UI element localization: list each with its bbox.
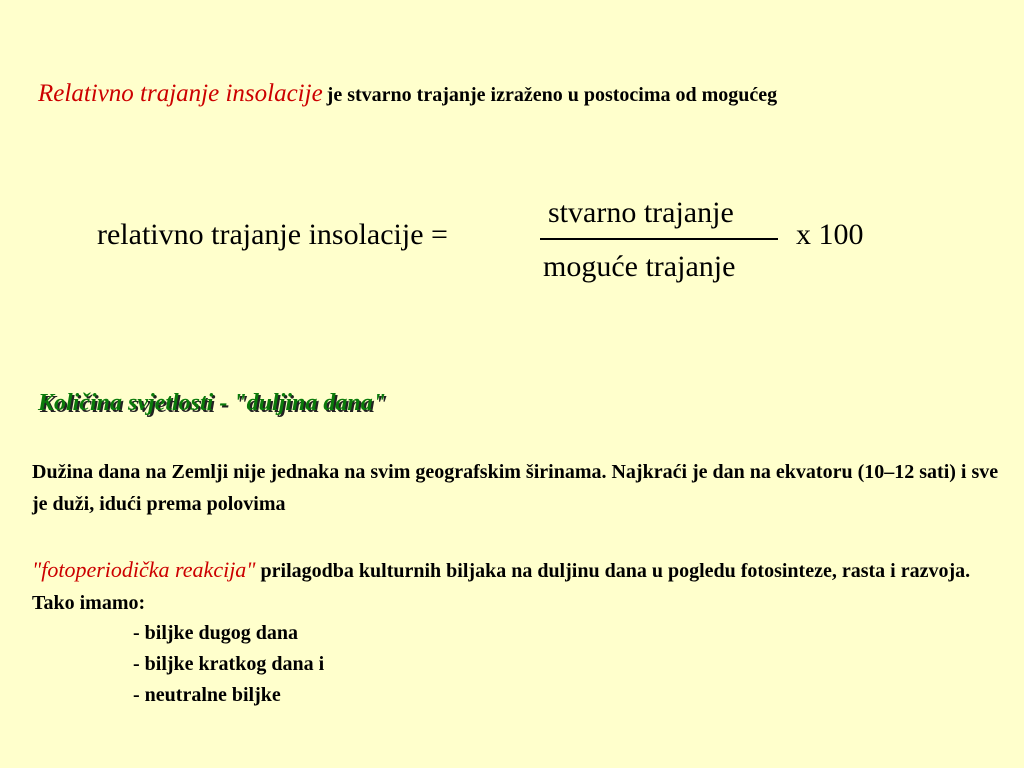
list-item: - neutralne biljke [133, 684, 281, 706]
plant-types-list [133, 618, 324, 711]
formula-denominator: moguće trajanje [543, 250, 736, 283]
list-item: - biljke dugog dana [133, 622, 299, 644]
photoperiod-term: "fotoperiodička reakcija" [32, 557, 256, 582]
formula-multiplier: x 100 [796, 218, 864, 251]
day-length-paragraph: Dužina dana na Zemlji nije jednaka na svim geografskim širinama. Najkraći je dan na ekvatoru (10–12 sati) i sve je duži, idući prema polovima [32, 461, 999, 515]
fraction-bar [540, 238, 778, 240]
section-heading: Količina svjetlosti - "duljina dana" [38, 390, 387, 416]
definition-line [38, 80, 777, 108]
definition-text: je stvarno trajanje izraženo u postocima od mogućeg [326, 84, 778, 106]
formula-lhs: relativno trajanje insolacije = [97, 218, 448, 251]
photoperiod-paragraph [32, 554, 1002, 619]
definition-term: Relativno trajanje insolacije [38, 80, 323, 107]
formula-numerator: stvarno trajanje [548, 196, 734, 229]
photoperiod-text: prilagodba kulturnih biljaka na duljinu dana u pogledu fotosinteze, rasta i razvoja. Tako imamo: [32, 560, 971, 614]
list-item: - biljke kratkog dana i [133, 653, 325, 675]
